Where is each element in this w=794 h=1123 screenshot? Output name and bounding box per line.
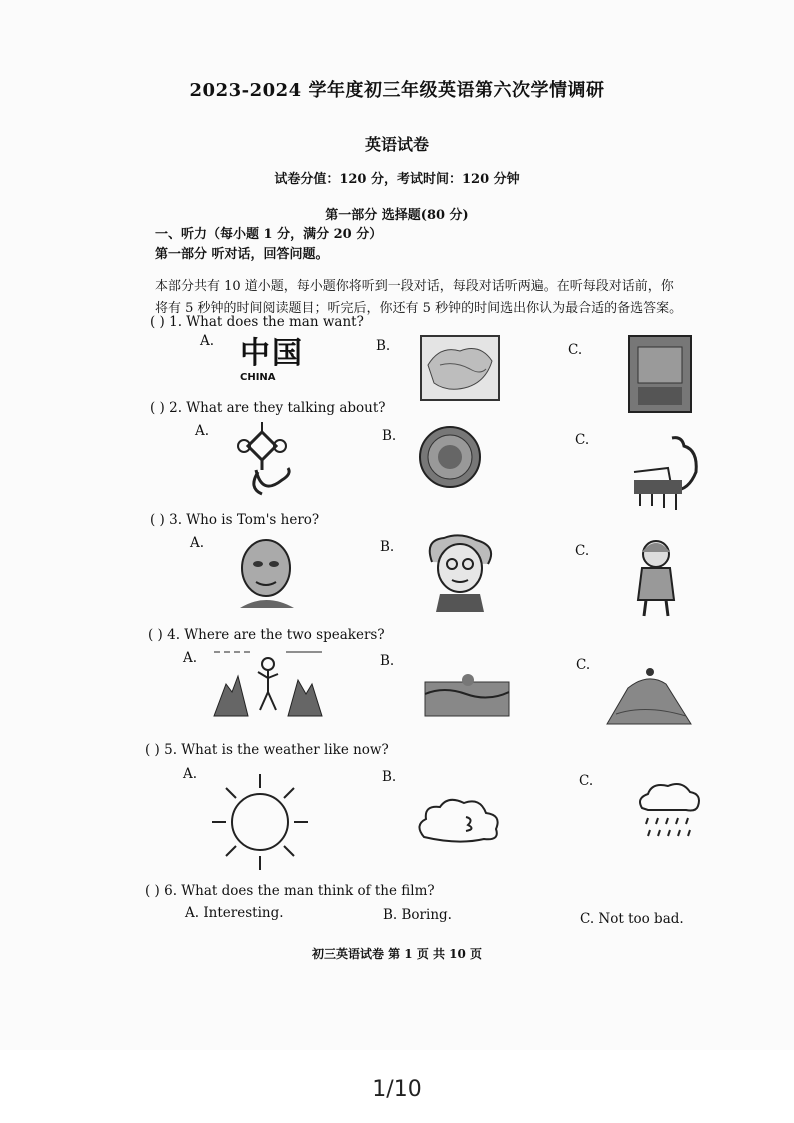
exam-info: 试卷分值：120 分，考试时间：120 分钟 xyxy=(274,172,520,187)
q1-option-c-label: C. xyxy=(568,342,583,358)
q4-hiking-scene-icon[interactable] xyxy=(212,648,324,718)
q3-portrait-a-icon[interactable] xyxy=(232,536,302,608)
q1-option-a-logo[interactable] xyxy=(240,336,336,396)
q3-option-b-label: B. xyxy=(380,539,395,555)
exam-title: 2023-2024 学年度初三年级英语第六次学情调研 xyxy=(189,80,605,101)
answer-paren[interactable]: ( ) xyxy=(145,883,160,899)
cloud-icon[interactable] xyxy=(414,795,502,845)
q6-option-a[interactable]: A. Interesting. xyxy=(185,905,284,921)
instructions-line-1: 本部分共有 10 道小题，每小题你将听到一段对话，每段对话听两遍。在听每段对话前，你 xyxy=(155,279,674,294)
answer-paren[interactable]: ( ) xyxy=(145,742,160,758)
q2-chinese-knot-icon[interactable] xyxy=(222,418,302,498)
question-text: 3. Who is Tom's hero? xyxy=(169,512,320,528)
q4-mountain-scene-icon[interactable] xyxy=(606,664,692,726)
part-heading: 第一部分 选择题(80 分) xyxy=(325,208,469,223)
q1-option-b-map[interactable] xyxy=(420,335,500,401)
q4-beach-scene-icon[interactable] xyxy=(424,670,510,718)
q3-option-a-label: A. xyxy=(190,535,205,551)
answer-paren[interactable]: ( ) xyxy=(148,627,163,643)
q1-option-a-label: A. xyxy=(200,333,215,349)
q5-option-a-label: A. xyxy=(183,766,198,782)
q3-option-c-label: C. xyxy=(575,543,590,559)
instructions-line-2: 将有 5 秒钟的时间阅读题目；听完后，你还有 5 秒钟的时间选出你认为最合适的备选答案。 xyxy=(155,301,683,316)
subsection-title: 第一部分 听对话，回答问题。 xyxy=(155,247,329,262)
page-indicator: 1/10 xyxy=(372,1077,422,1102)
logo-big-text: 中国 xyxy=(240,336,304,371)
answer-paren[interactable]: ( ) xyxy=(150,314,165,330)
q4-option-a-label: A. xyxy=(183,650,198,666)
q5-option-c-label: C. xyxy=(579,773,594,789)
question-3 xyxy=(150,512,319,528)
question-6 xyxy=(145,883,435,899)
q3-portrait-b-icon[interactable] xyxy=(418,532,502,612)
answer-paren[interactable]: ( ) xyxy=(150,512,165,528)
question-text: 1. What does the man want? xyxy=(169,314,364,330)
logo-small-text: CHINA xyxy=(240,372,276,383)
q2-option-a-label: A. xyxy=(195,423,210,439)
question-text: 4. Where are the two speakers? xyxy=(167,627,385,643)
question-4 xyxy=(148,627,385,643)
section-title: 一、听力（每小题 1 分，满分 20 分） xyxy=(155,227,383,242)
page-footer: 初三英语试卷 第 1 页 共 10 页 xyxy=(311,947,483,961)
rain-cloud-icon[interactable] xyxy=(636,782,702,846)
question-5 xyxy=(145,742,389,758)
q6-option-c[interactable]: C. Not too bad. xyxy=(580,911,684,927)
q2-option-c-label: C. xyxy=(575,432,590,448)
q5-option-b-label: B. xyxy=(382,769,397,785)
q1-option-b-label: B. xyxy=(376,338,391,354)
answer-paren[interactable]: ( ) xyxy=(150,400,165,416)
question-2 xyxy=(150,400,386,416)
q2-mooncake-icon[interactable] xyxy=(418,425,482,489)
q2-option-b-label: B. xyxy=(382,428,397,444)
question-1 xyxy=(150,314,364,330)
q1-option-c-picture[interactable] xyxy=(628,335,692,413)
question-text: 5. What is the weather like now? xyxy=(164,742,389,758)
q4-option-c-label: C. xyxy=(576,657,591,673)
paper-subtitle: 英语试卷 xyxy=(364,135,429,154)
q3-portrait-c-icon[interactable] xyxy=(628,538,684,618)
sun-icon[interactable] xyxy=(208,770,312,874)
question-text: 2. What are they talking about? xyxy=(169,400,386,416)
question-text: 6. What does the man think of the film? xyxy=(164,883,435,899)
q2-dragon-dance-icon[interactable] xyxy=(628,432,708,522)
q4-option-b-label: B. xyxy=(380,653,395,669)
q6-option-b[interactable]: B. Boring. xyxy=(383,907,452,923)
